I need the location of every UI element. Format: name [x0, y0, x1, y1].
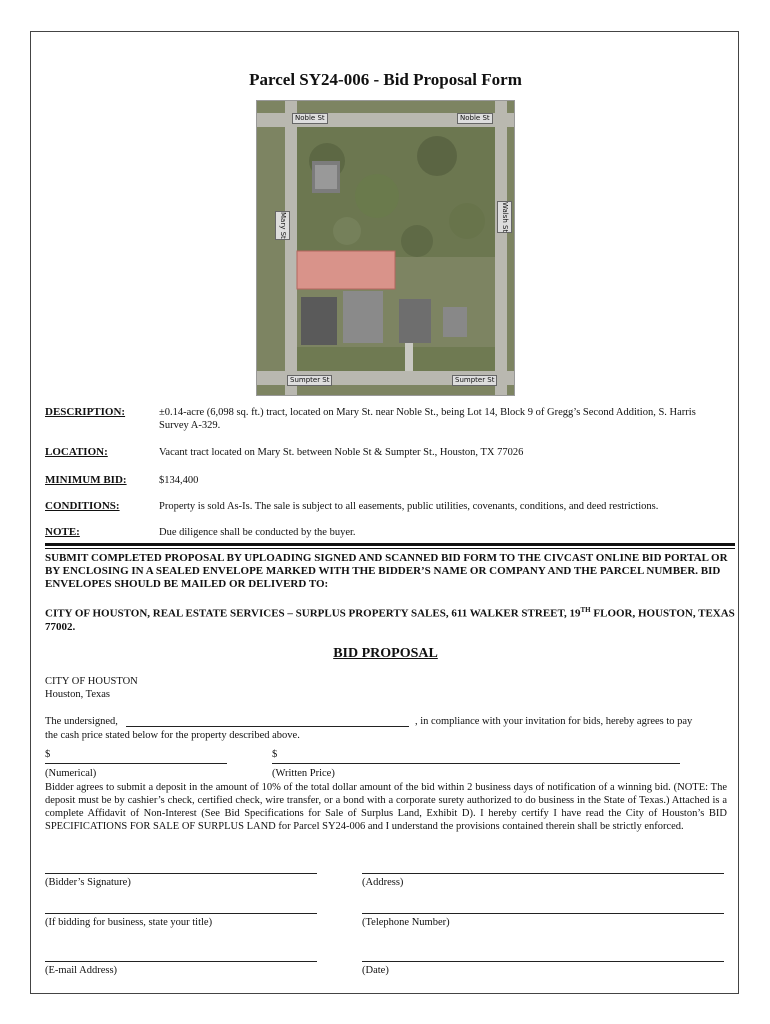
date-label: (Date): [362, 965, 389, 976]
conditions-label: CONDITIONS:: [45, 500, 120, 512]
written-price-label: (Written Price): [272, 768, 335, 779]
numeric-price-label: (Numerical): [45, 768, 97, 779]
street-label-noble-right: Noble St: [457, 113, 493, 124]
written-price-field[interactable]: [272, 763, 680, 764]
location-value: Vacant tract located on Mary St. between Noble St & Sumpter St., Houston, TX 77026: [159, 447, 524, 458]
written-price-symbol: $: [272, 749, 278, 760]
numeric-price-symbol: $: [45, 749, 51, 760]
title-field[interactable]: [45, 913, 317, 914]
bid-proposal-heading: BID PROPOSAL: [333, 646, 438, 661]
description-label: DESCRIPTION:: [45, 406, 126, 418]
recipient-line-1: CITY OF HOUSTON: [45, 676, 138, 687]
telephone-field[interactable]: [362, 913, 724, 914]
date-field[interactable]: [362, 961, 724, 962]
street-label-sumpter-right: Sumpter St: [452, 375, 497, 386]
note-label: NOTE:: [45, 526, 80, 538]
conditions-value: Property is sold As-Is. The sale is subject to all easements, public utilities, covenants, conditions, and deed restrictions.: [159, 501, 659, 512]
address-label: (Address): [362, 877, 404, 888]
address-field[interactable]: [362, 873, 724, 874]
email-label: (E-mail Address): [45, 965, 118, 976]
undersigned-line-2: the cash price stated below for the property described above.: [45, 730, 300, 741]
minimum-bid-value: $134,400: [159, 475, 199, 486]
aerial-map-drawing: [257, 101, 515, 396]
location-label: LOCATION:: [45, 446, 108, 458]
numeric-price-field[interactable]: [45, 763, 227, 764]
delivery-address: [45, 604, 735, 634]
street-label-mary: Mary St: [275, 211, 290, 240]
undersigned-prefix: The undersigned,: [45, 716, 118, 727]
note-value: Due diligence shall be conducted by the buyer.: [159, 527, 356, 538]
agreement-text: Bidder agrees to submit a deposit in the amount of 10% of the total dollar amount of the bid within 2 business days of notification of a winning bid. (NOTE: The deposit must be by cashier’s check, certified check, wire transfer, or a bond with a corporate surety authorized to do business in the State of Texas.) Attached is a complete Affidavit of Non-Interest (See Bid Specifications for Sale of Surplus Land, Exhibit D). I hereby certify I have read the City of Houston’s BID SPECIFICATIONS FOR SALE OF SURPLUS LAND for Parcel SY24-006 and I understand the provisions contained therein shall be strictly enforced.: [45, 782, 727, 832]
delivery-address-sup: TH: [580, 606, 591, 614]
submit-instructions: SUBMIT COMPLETED PROPOSAL BY UPLOADING SIGNED AND SCANNED BID FORM TO THE CIVCAST ONLINE BID PORTAL OR BY ENCLOSING IN A SEALED ENVELOPE MARKED WITH THE BIDDER’S NAME OR COMPANY AND THE PARCEL NUMBER. BID ENVELOPES SHOULD BE MAILED OR DELIVERD TO:: [45, 552, 728, 590]
bidder-signature-label: (Bidder’s Signature): [45, 877, 131, 888]
minimum-bid-label: MINIMUM BID:: [45, 474, 127, 486]
aerial-map-image: [256, 100, 515, 396]
email-field[interactable]: [45, 961, 317, 962]
street-label-walsh: Walsh St: [497, 201, 512, 233]
bidder-signature-field[interactable]: [45, 873, 317, 874]
title-label: (If bidding for business, state your title): [45, 917, 213, 928]
undersigned-suffix: , in compliance with your invitation for bids, hereby agrees to pay: [415, 716, 693, 727]
telephone-label: (Telephone Number): [362, 917, 450, 928]
street-label-noble-left: Noble St: [292, 113, 328, 124]
description-value: ±0.14-acre (6,098 sq. ft.) tract, located on Mary St. near Noble St., being Lot 14, Block 9 of Gregg’s Second Addition, S. Harris Survey A-329.: [159, 407, 696, 431]
delivery-address-tail: FLOOR, HOUSTON, TEXAS 77002.: [45, 607, 735, 633]
divider-thin: [45, 548, 735, 549]
undersigned-name-field[interactable]: [126, 726, 409, 727]
delivery-address-main: CITY OF HOUSTON, REAL ESTATE SERVICES – SURPLUS PROPERTY SALES, 611 WALKER STREET, 19: [45, 607, 581, 620]
divider-thick: [45, 543, 735, 546]
recipient-line-2: Houston, Texas: [45, 689, 110, 700]
street-label-sumpter-left: Sumpter St: [287, 375, 332, 386]
form-page: [30, 31, 739, 994]
page-title: Parcel SY24-006 - Bid Proposal Form: [249, 70, 522, 89]
